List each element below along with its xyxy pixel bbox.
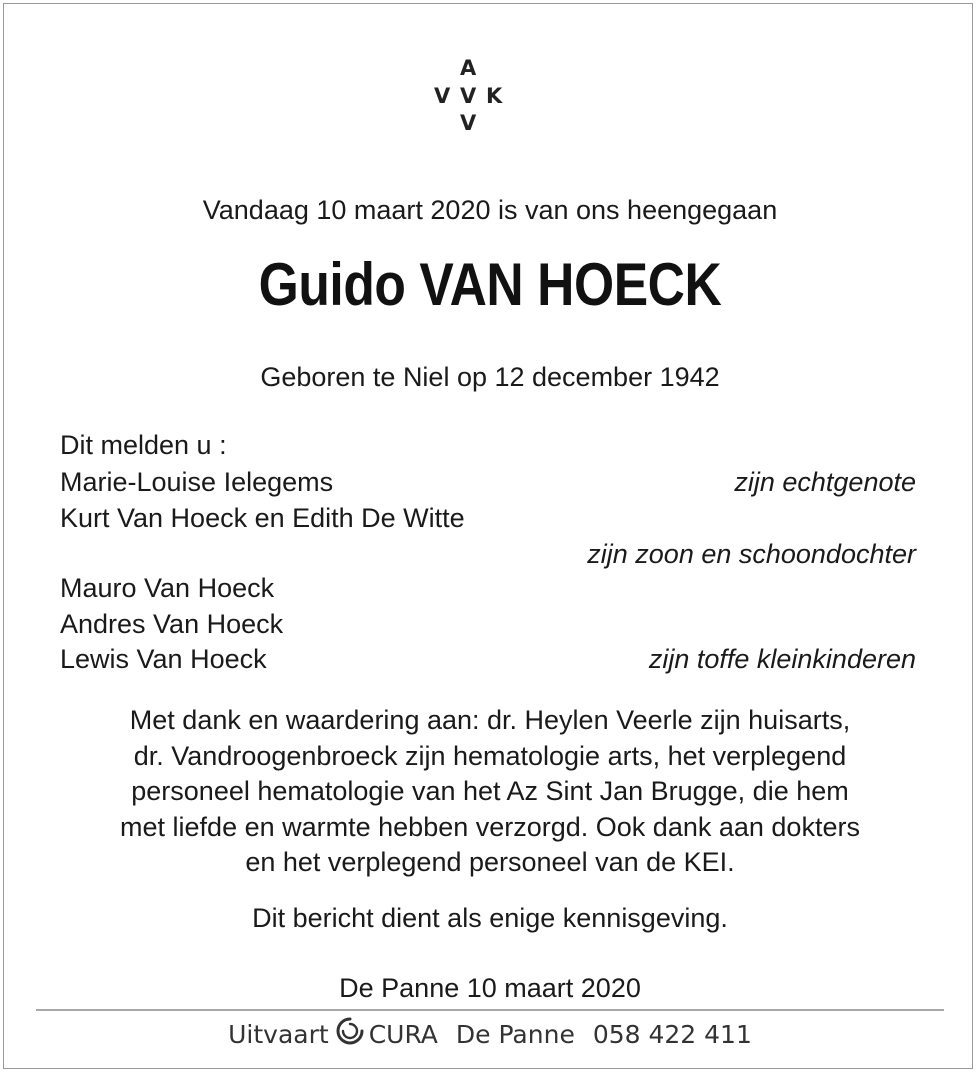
- funeral-home-footer: [0, 1016, 980, 1052]
- place-date: De Panne 10 maart 2020: [339, 973, 641, 1003]
- family-intro: Dit melden u :: [60, 430, 227, 460]
- family-member-name: Mauro Van Hoeck: [60, 573, 275, 603]
- acknowledgement-text: [40, 703, 940, 881]
- family-member-name: Andres Van Hoeck: [60, 609, 284, 639]
- logo-letter-bottom: V: [460, 111, 477, 135]
- vvkav-cross-logo: [430, 56, 510, 136]
- footer-divider: [36, 1009, 944, 1011]
- logo-letter-center: V: [460, 84, 477, 108]
- logo-letter-left: V: [434, 84, 451, 108]
- acknowledgement-line: dr. Vandroogenbroeck zijn hematologie arts, het verplegend: [133, 740, 847, 771]
- acknowledgement-line: Met dank en waardering aan: dr. Heylen Veerle zijn huisarts,: [129, 705, 851, 735]
- logo-letter-right: K: [486, 84, 503, 108]
- family-member-relation: zijn zoon en schoondochter: [587, 539, 916, 569]
- birth-info: Geboren te Niel op 12 december 1942: [260, 362, 720, 392]
- announcement: Vandaag 10 maart 2020 is van ons heengegaan: [202, 195, 778, 225]
- acknowledgement-line: en het verplegend personeel van de KEI.: [245, 847, 735, 877]
- footer-brand: CURA: [368, 1019, 438, 1049]
- logo-letter-top: A: [460, 56, 477, 80]
- deceased-name: Guido VAN HOECK: [258, 251, 722, 318]
- family-member-name: Lewis Van Hoeck: [60, 644, 267, 674]
- footer-location: De Panne: [455, 1019, 575, 1049]
- notice-text: Dit bericht dient als enige kennisgeving.: [252, 903, 728, 933]
- family-member-relation: zijn toffe kleinkinderen: [648, 644, 916, 674]
- cura-ring-icon: [335, 1016, 365, 1052]
- footer-phone: 058 422 411: [592, 1019, 752, 1049]
- footer-prefix: Uitvaart: [228, 1019, 329, 1049]
- family-member-name: Kurt Van Hoeck en Edith De Witte: [60, 503, 465, 533]
- family-member-relation: zijn echtgenote: [734, 467, 916, 497]
- acknowledgement-line: personeel hematologie van het Az Sint Jan Brugge, die hem: [131, 776, 849, 806]
- acknowledgement-line: met liefde en warmte hebben verzorgd. Ook dank aan dokters: [120, 811, 860, 842]
- family-member-name: Marie-Louise Ielegems: [60, 467, 334, 497]
